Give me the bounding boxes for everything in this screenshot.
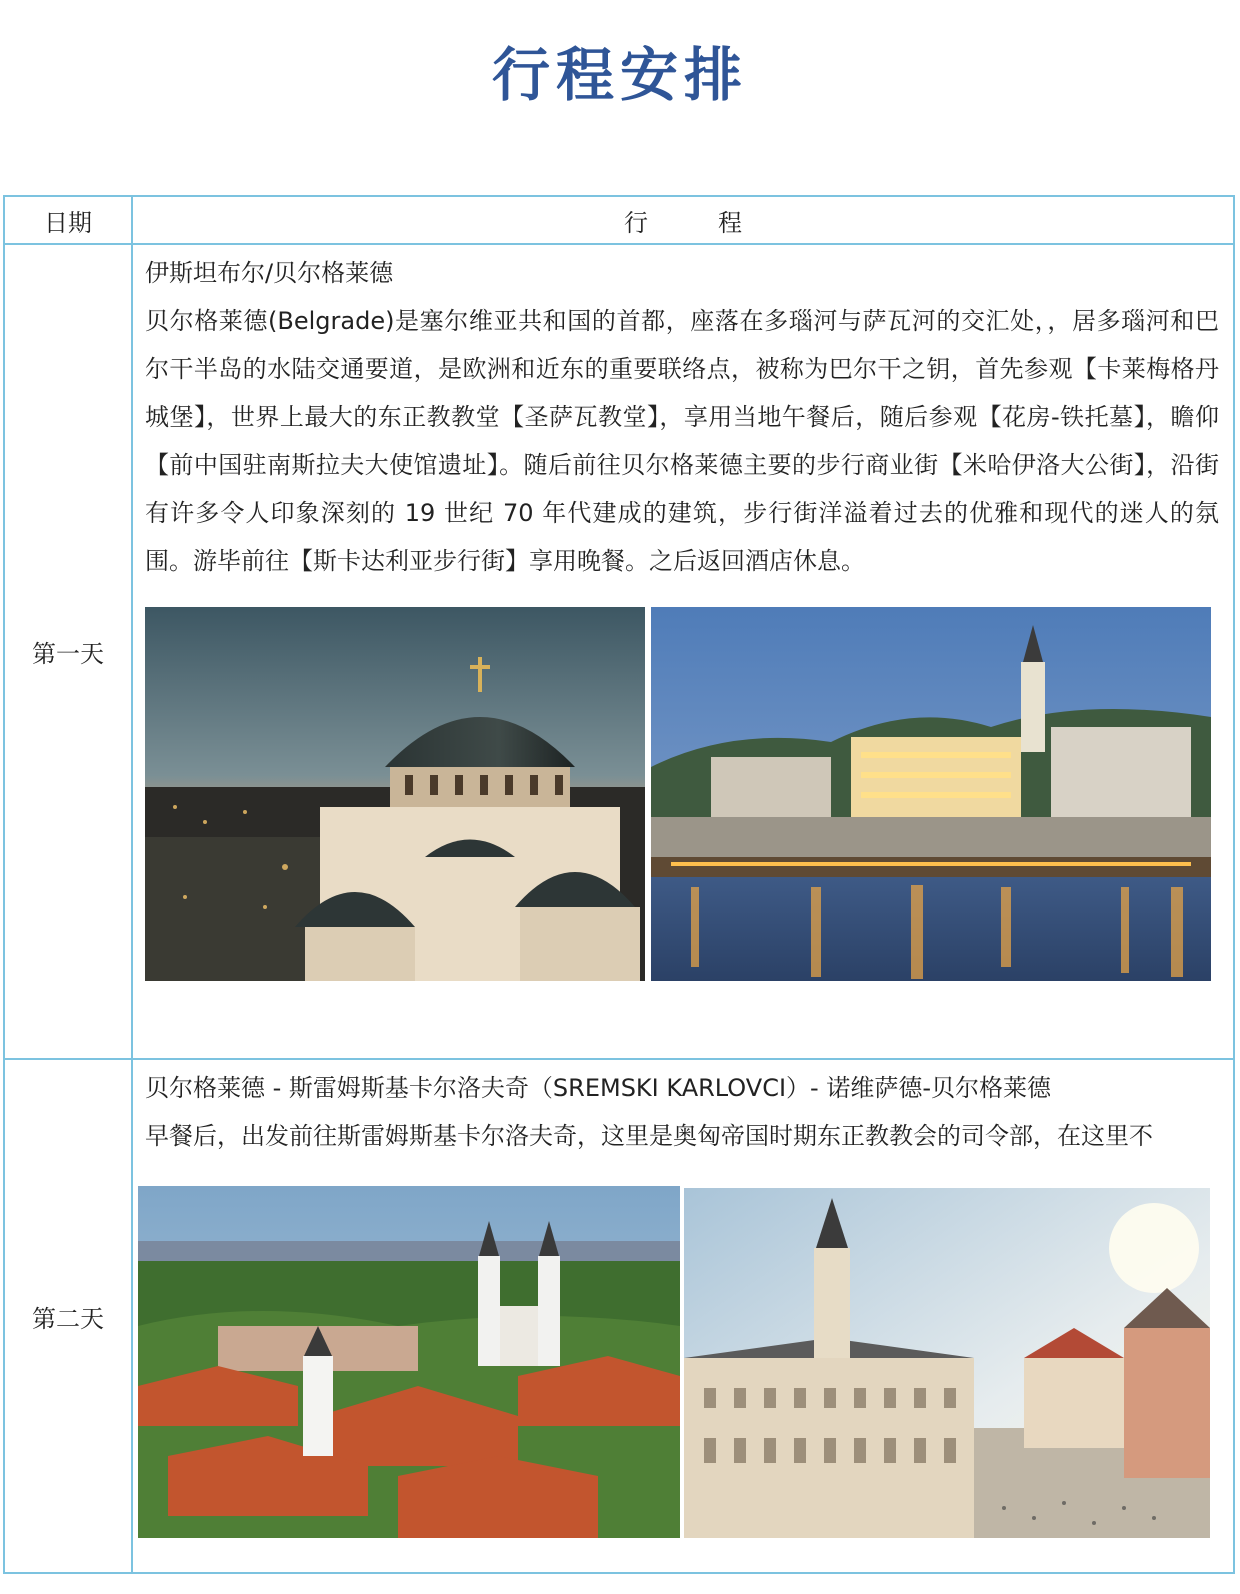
table-row [4, 1059, 1234, 1573]
day-content [132, 1059, 1234, 1573]
itinerary-column-header [132, 196, 1234, 244]
day-label: 第一天 [4, 244, 132, 1059]
day-route: 伊斯坦布尔/贝尔格莱德 [145, 259, 394, 287]
table-header-row [4, 196, 1234, 244]
itinerary-table [3, 195, 1235, 1574]
page-title: 行程安排 [491, 41, 748, 109]
itinerary-header-char-2: 程 [718, 208, 742, 237]
date-column-header: 日期 [4, 196, 132, 244]
table-row [4, 244, 1234, 1059]
day-label: 第二天 [4, 1059, 132, 1573]
itinerary-header-char-1: 行 [624, 208, 648, 237]
photo-belgrade-riverfront [651, 607, 1211, 981]
day-content [132, 244, 1234, 1059]
day-description: 贝尔格莱德(Belgrade)是塞尔维亚共和国的首都，座落在多瑙河与萨瓦河的交汇处，，居多瑙河和巴尔干半岛的水陆交通要道，是欧洲和近东的重要联络点，被称为巴尔干之钥，首先参观【卡莱梅格丹城堡】，世界上最大的东正教教堂【圣萨瓦教堂】，享用当地午餐后，随后参观【花房-铁托墓】，瞻仰【前中国驻南斯拉夫大使馆遗址】。随后前往贝尔格莱德主要的步行商业街【米哈伊洛大公街】，沿街有许多令人印象深刻的 19 世纪 70 年代建成的建筑，步行街洋溢着过去的优雅和现代的迷人的氛围。游毕前往【斯卡达利亚步行街】享用晚餐。之后返回酒店休息。 [145, 307, 1219, 575]
photo-novi-sad [684, 1188, 1210, 1538]
photo-sremski-karlovci [138, 1186, 680, 1538]
day-route: 贝尔格莱德 - 斯雷姆斯基卡尔洛夫奇（SREMSKI KARLOVCI）- 诺维萨德-贝尔格莱德 [145, 1074, 1051, 1102]
day-description: 早餐后，出发前往斯雷姆斯基卡尔洛夫奇，这里是奥匈帝国时期东正教教会的司令部，在这里不 [145, 1122, 1153, 1150]
photo-saint-sava-cathedral [145, 607, 645, 981]
